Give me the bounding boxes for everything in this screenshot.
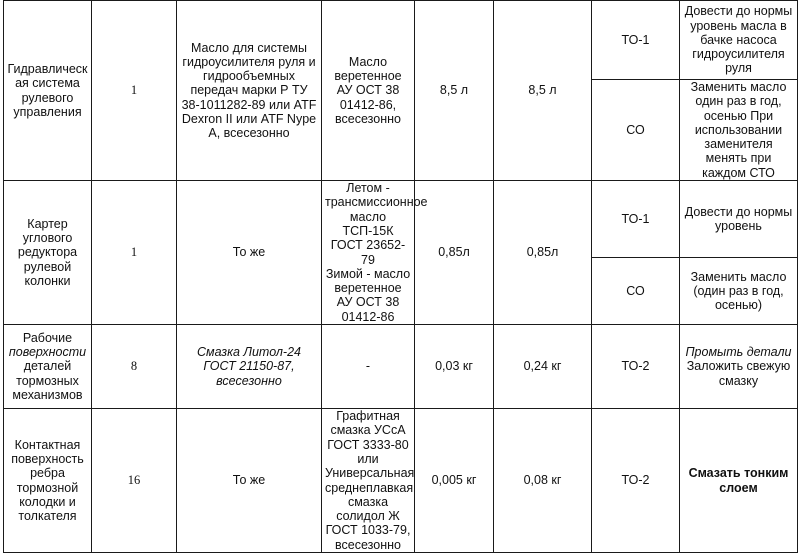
table-row [4, 325, 798, 409]
service-type-cell: ТО-2 [592, 409, 680, 553]
volume-per-point-cell: 8,5 л [415, 1, 494, 181]
points-count-cell: 16 [92, 409, 177, 553]
service-action-cell: Довести до нормы уровень [680, 181, 798, 258]
service-action-cell [680, 325, 798, 409]
substitute-lubricant-cell [322, 181, 428, 325]
unit-name-cell: Гидравлическ ая система рулевого управления [4, 1, 92, 181]
substitute-lubricant-cell: - [322, 325, 415, 409]
unit-name-cell: Контактная поверхность ребра тормозной колодки и толкателя [4, 409, 92, 553]
lubrication-table [3, 0, 798, 553]
table-row [4, 1, 798, 80]
unit-name-cell [4, 325, 92, 409]
table-row [4, 409, 798, 553]
summer-lubricant-text: Летом - трансмиссионное масло ТСП-15К ГОСТ 23652-79 [325, 181, 428, 267]
service-type-cell: ТО-1 [592, 181, 680, 258]
total-volume-cell: 0,08 кг [494, 409, 592, 553]
original-lubricant-cell: То же [177, 409, 322, 553]
table-row [4, 181, 798, 258]
points-count-cell: 8 [92, 325, 177, 409]
points-count-cell: 1 [92, 1, 177, 181]
total-volume-cell: 0,24 кг [494, 325, 592, 409]
winter-lubricant-text: Зимой - масло веретенное АУ ОСТ 38 01412-86 [325, 266, 411, 324]
service-type-cell: СО [592, 80, 680, 181]
volume-per-point-cell: 0,85л [415, 181, 494, 325]
points-count-cell: 1 [92, 181, 177, 325]
unit-name-line: Рабочие [22, 330, 73, 345]
service-action-cell: Заменить масло один раз в год, осенью При использовании заменителя менять при каждом СТО [680, 80, 798, 181]
unit-name-line: деталей тормозных механизмов [12, 359, 83, 402]
service-type-cell: ТО-1 [592, 1, 680, 80]
service-action-cell: Довести до нормы уровень масла в бачке насоса гидроусилителя руля [680, 1, 798, 80]
service-action-line: Заложить свежую смазку [686, 359, 791, 388]
total-volume-cell: 0,85л [494, 181, 592, 325]
service-action-cell: Смазать тонким слоем [680, 409, 798, 553]
volume-per-point-cell: 0,03 кг [415, 325, 494, 409]
substitute-lubricant-cell: Графитная смазка УСсА ГОСТ 3333-80 или Универсальная среднеплавкая смазка солидол Ж ГОСТ 1033-79, всесезонно [322, 409, 415, 553]
original-lubricant-cell: Масло для системы гидроусилителя руля и гидрообъемных передач марки Р ТУ 38-1011282-89 или ATF Dexron II или ATF Nype A, всесезонно [177, 1, 322, 181]
unit-name-emphasis: поверхности [8, 345, 87, 360]
total-volume-cell: 8,5 л [494, 1, 592, 181]
service-type-cell: ТО-2 [592, 325, 680, 409]
original-lubricant-cell: Смазка Литол-24 ГОСТ 21150-87, всесезонно [177, 325, 322, 409]
service-type-cell: СО [592, 258, 680, 325]
service-action-line: Промыть детали [685, 345, 792, 360]
substitute-lubricant-cell: Масло веретенное АУ ОСТ 38 01412-86, всесезонно [322, 1, 415, 181]
volume-per-point-cell: 0,005 кг [415, 409, 494, 553]
original-lubricant-cell: То же [177, 181, 322, 325]
unit-name-cell: Картер углового редуктора рулевой колонки [4, 181, 92, 325]
service-action-cell: Заменить масло (один раз в год, осенью) [680, 258, 798, 325]
